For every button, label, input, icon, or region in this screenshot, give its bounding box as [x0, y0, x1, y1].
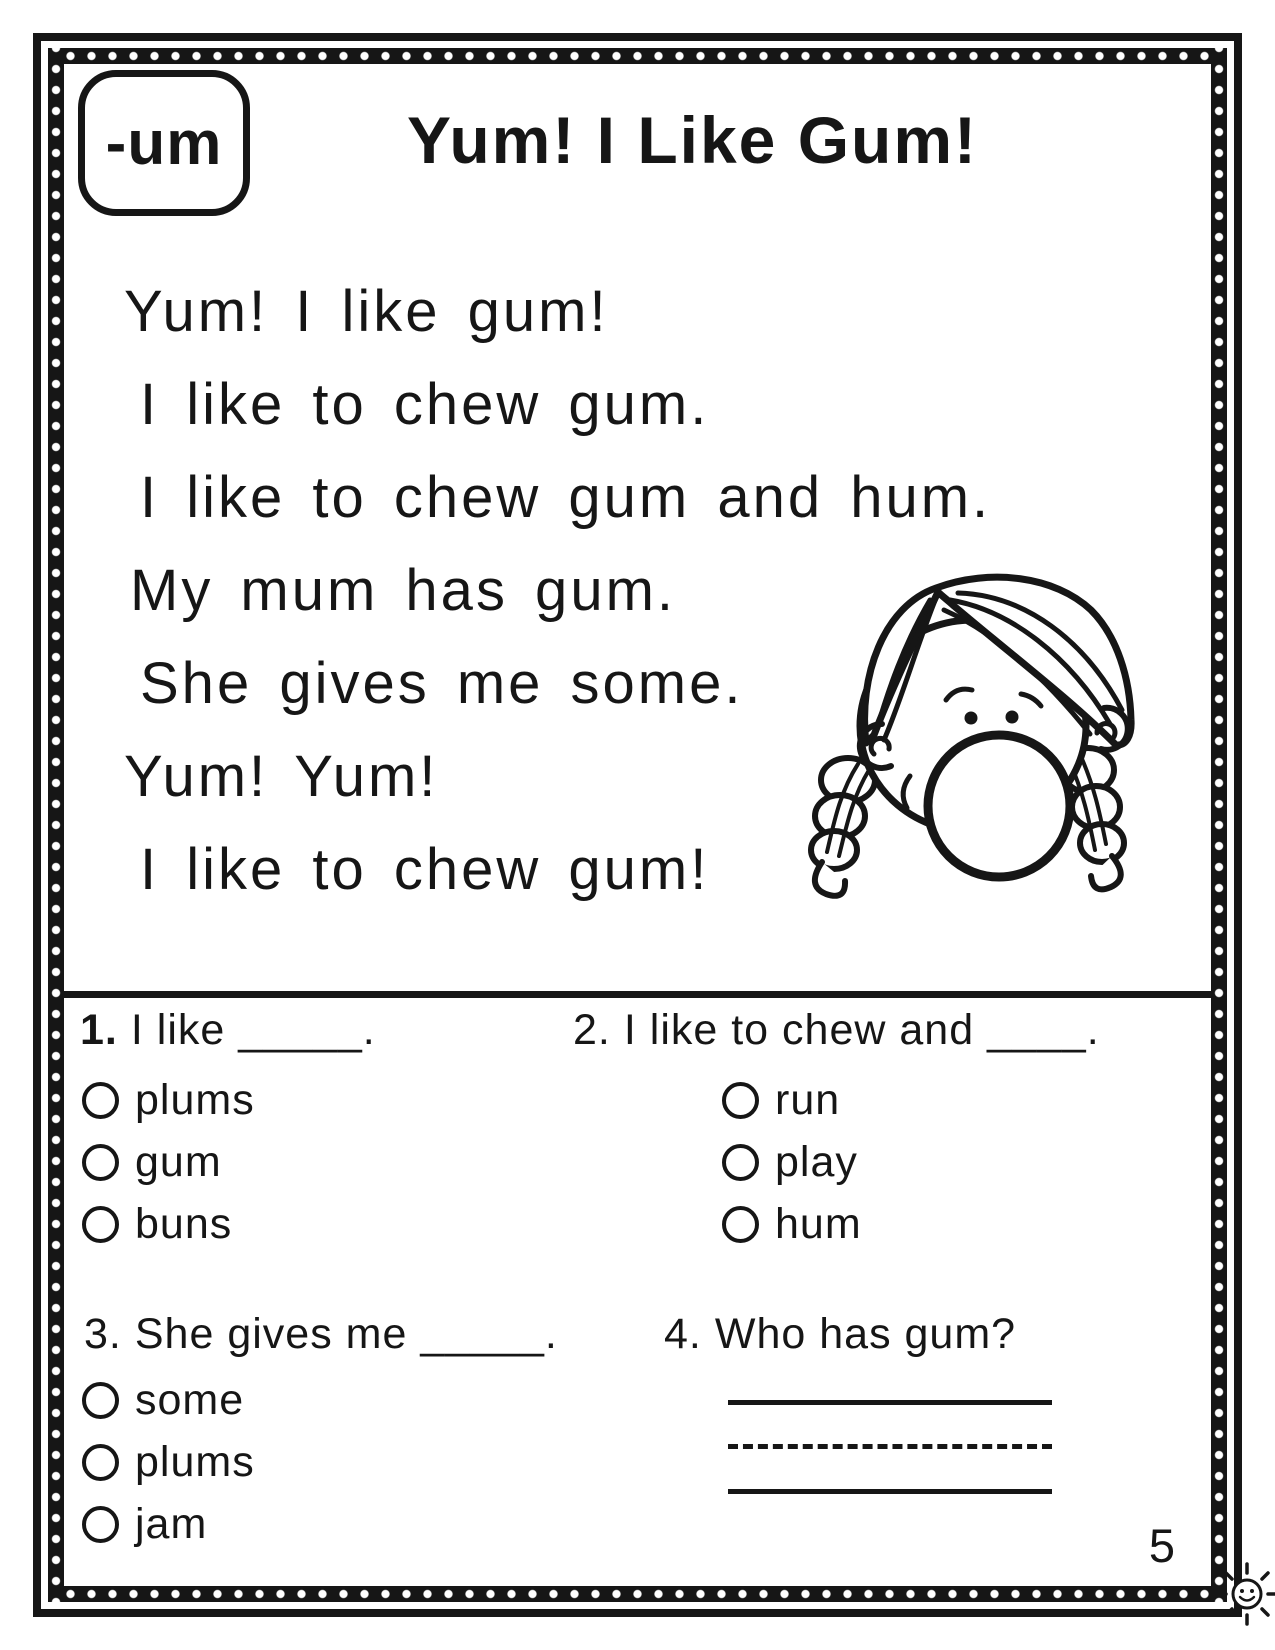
dotted-border-left — [48, 48, 64, 1602]
answer-line-solid[interactable] — [728, 1400, 1052, 1405]
question-number: 2. — [573, 1006, 611, 1054]
question-prompt: I like _____. — [130, 1006, 376, 1054]
option-label: some — [135, 1375, 245, 1424]
option-row[interactable] — [82, 1069, 255, 1131]
option-radio[interactable] — [82, 1144, 119, 1181]
page-title: Yum! I Like Gum! — [406, 103, 979, 177]
question-prompt: I like to chew and ____. — [623, 1006, 1100, 1054]
option-row[interactable] — [82, 1193, 255, 1255]
question-4-answer-area[interactable] — [728, 1400, 1052, 1494]
gum-bubble — [928, 735, 1070, 877]
option-radio[interactable] — [82, 1444, 119, 1481]
question-3-options — [82, 1369, 255, 1555]
option-label: jam — [135, 1499, 208, 1548]
option-row[interactable] — [82, 1493, 255, 1555]
passage-line: I like to chew gum! — [140, 837, 710, 902]
right-eye — [1006, 711, 1019, 724]
word-family-badge — [78, 70, 250, 216]
option-row[interactable] — [82, 1131, 255, 1193]
section-divider — [62, 991, 1213, 998]
passage-line: Yum! Yum! — [124, 744, 439, 809]
word-family-label: -um — [105, 108, 223, 178]
passage-line: I like to chew gum and hum. — [140, 465, 992, 530]
smiley-sun-icon — [1213, 1560, 1275, 1628]
option-row[interactable] — [82, 1369, 255, 1431]
question-2-options — [722, 1069, 862, 1255]
passage-line: I like to chew gum. — [140, 372, 710, 437]
option-radio[interactable] — [82, 1382, 119, 1419]
option-label: hum — [775, 1199, 862, 1248]
passage-line: My mum has gum. — [130, 558, 676, 623]
left-braid — [811, 758, 875, 896]
question-number: 3. — [84, 1310, 122, 1358]
question-1 — [80, 1006, 376, 1055]
option-label: play — [775, 1137, 858, 1186]
option-radio[interactable] — [722, 1206, 759, 1243]
left-eye — [965, 712, 978, 725]
girl-bubble-gum-illustration — [778, 548, 1150, 910]
option-row[interactable] — [722, 1193, 862, 1255]
option-row[interactable] — [82, 1431, 255, 1493]
question-number: 4. — [664, 1310, 702, 1358]
question-3 — [84, 1310, 558, 1359]
page-number: 5 — [1148, 1519, 1176, 1572]
option-radio[interactable] — [82, 1082, 119, 1119]
question-2 — [573, 1006, 1100, 1055]
question-number: 1. — [80, 1006, 118, 1054]
option-radio[interactable] — [722, 1144, 759, 1181]
question-4 — [664, 1310, 1016, 1359]
option-label: plums — [135, 1075, 255, 1124]
question-1-options — [82, 1069, 255, 1255]
option-label: buns — [135, 1199, 233, 1248]
option-label: plums — [135, 1437, 255, 1486]
question-prompt: Who has gum? — [714, 1310, 1017, 1358]
option-label: gum — [135, 1137, 222, 1186]
option-row[interactable] — [722, 1131, 862, 1193]
answer-line-solid[interactable] — [728, 1489, 1052, 1494]
option-radio[interactable] — [82, 1506, 119, 1543]
passage-line: She gives me some. — [140, 651, 744, 716]
passage-line: Yum! I like gum! — [124, 279, 609, 344]
dotted-border-bottom — [48, 1586, 1227, 1602]
option-row[interactable] — [722, 1069, 862, 1131]
answer-line-dotted[interactable] — [728, 1444, 1052, 1449]
dotted-border-top — [48, 48, 1227, 64]
option-label: run — [775, 1075, 841, 1124]
dotted-border-right — [1211, 48, 1227, 1602]
option-radio[interactable] — [722, 1082, 759, 1119]
question-prompt: She gives me _____. — [134, 1310, 558, 1358]
option-radio[interactable] — [82, 1206, 119, 1243]
